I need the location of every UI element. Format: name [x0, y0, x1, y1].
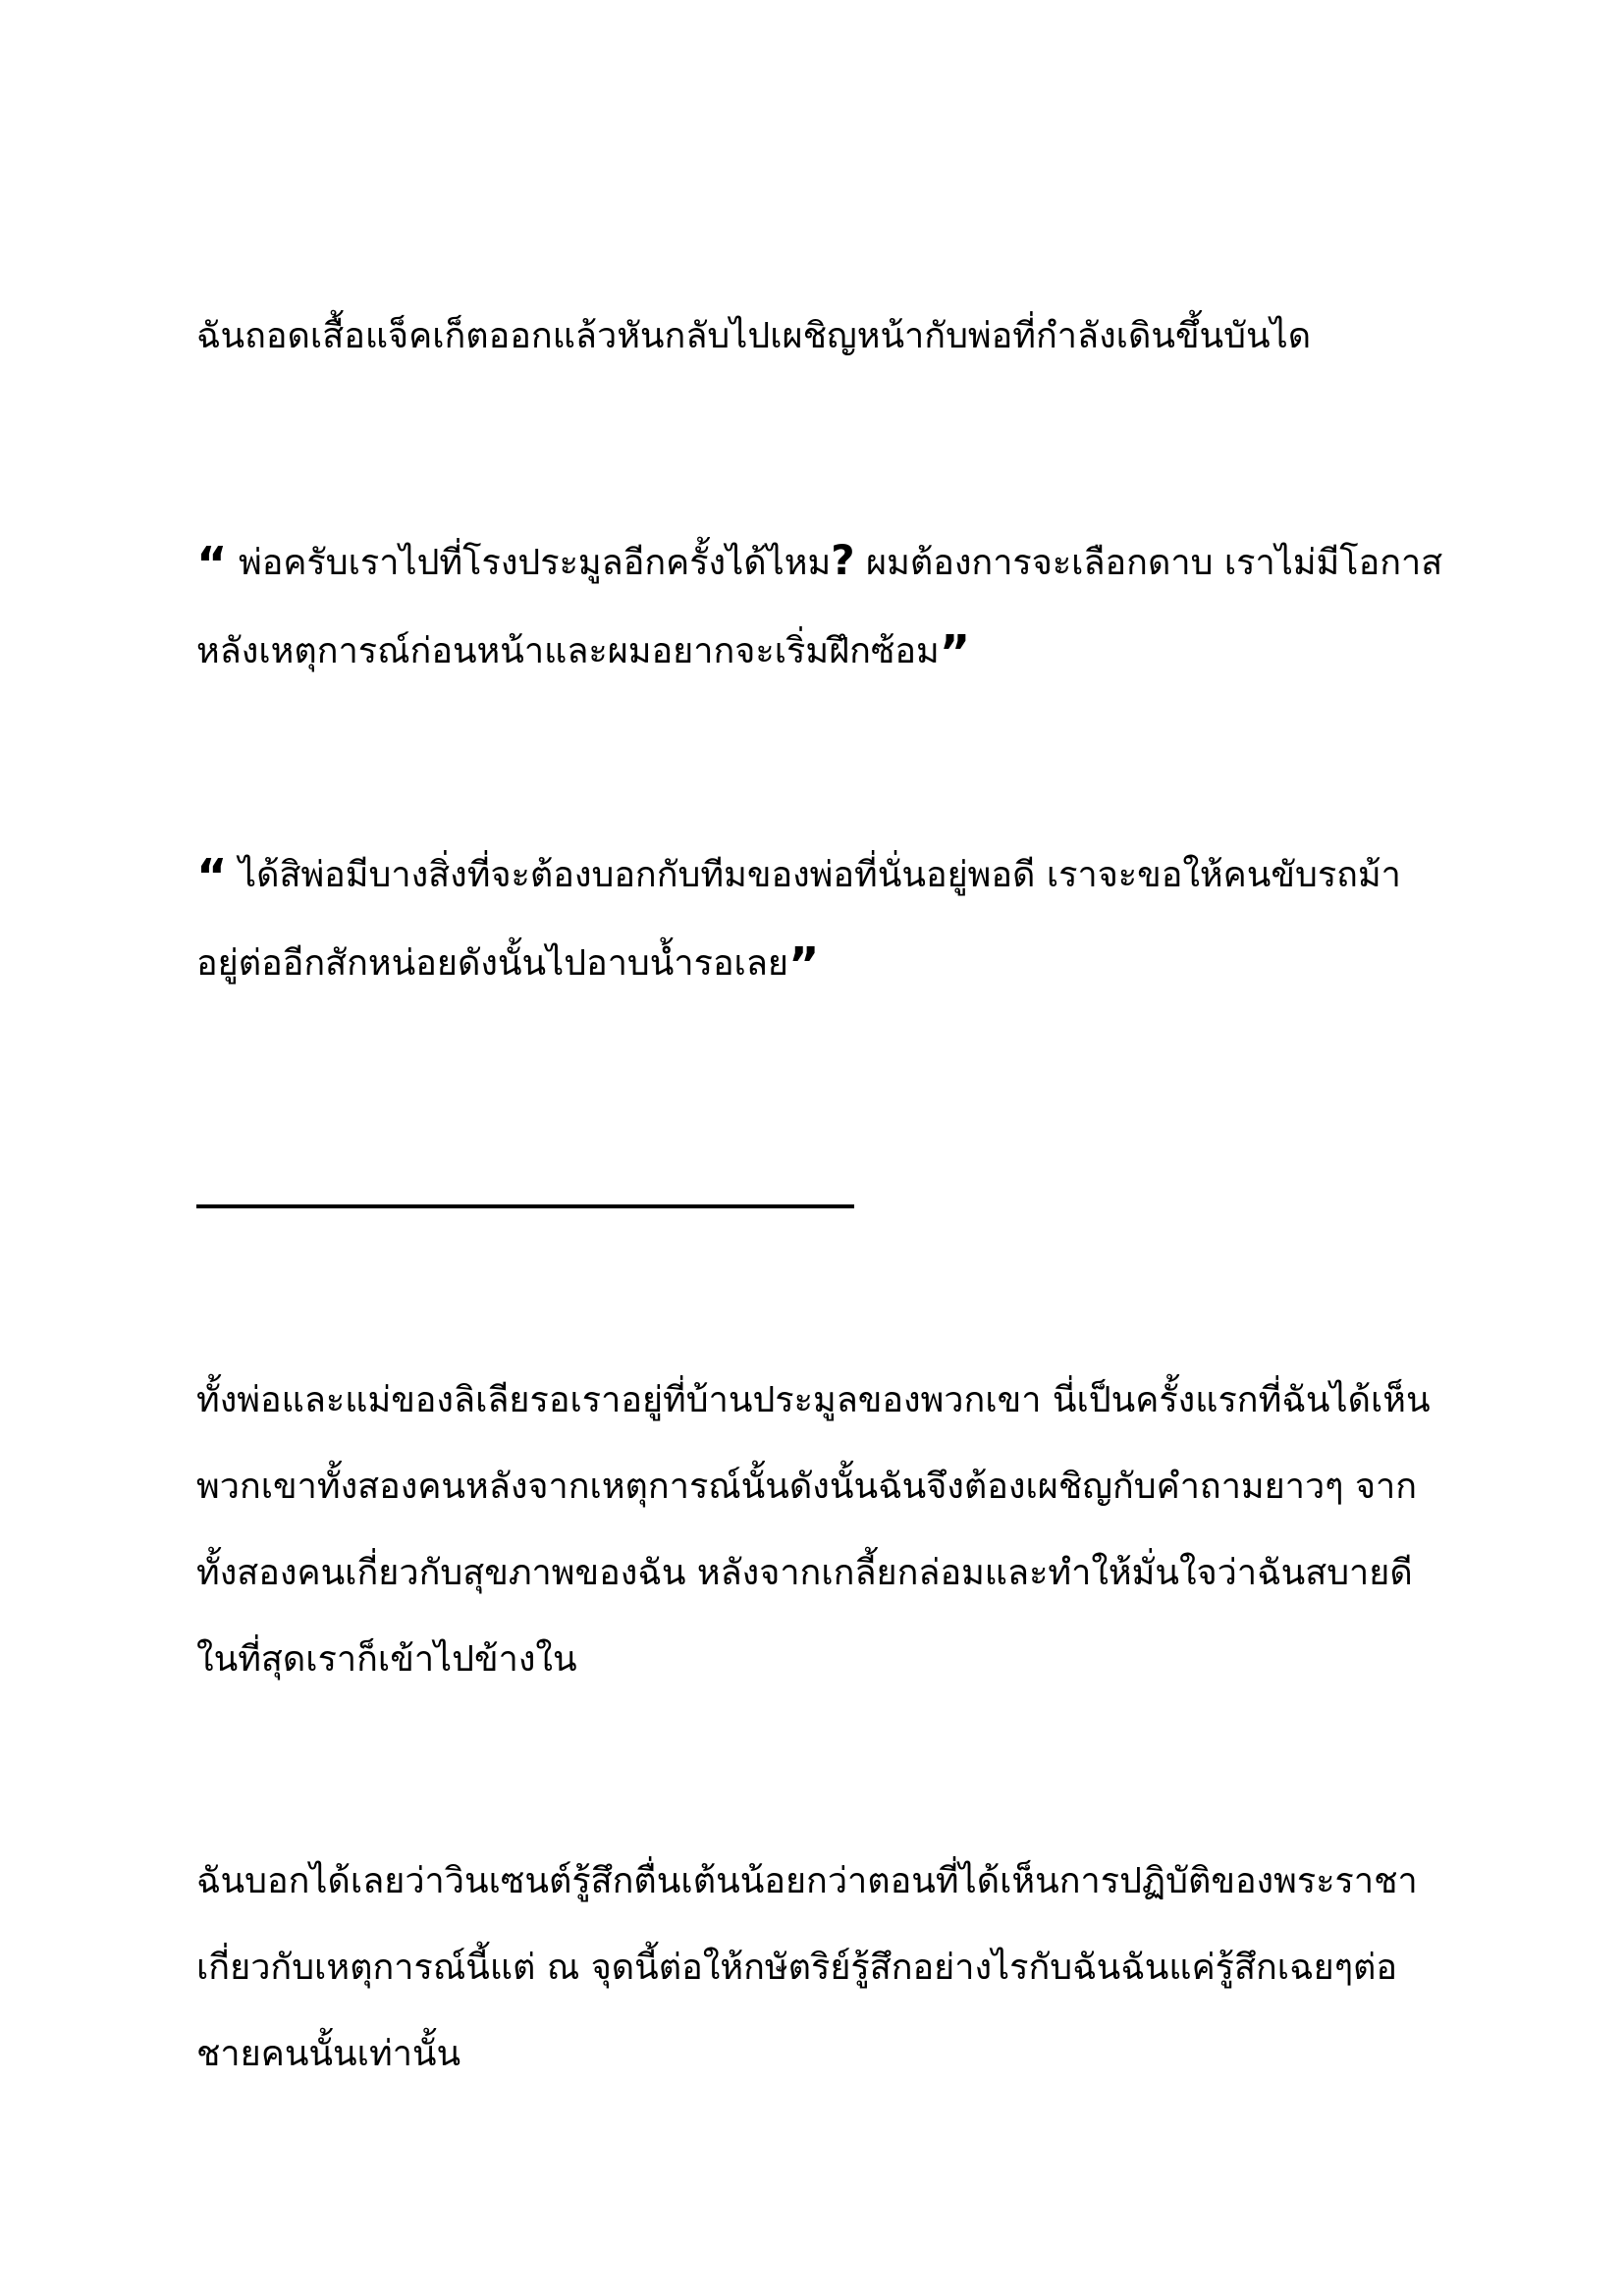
open-quote: “ [196, 849, 228, 904]
paragraph-1-line-1 [196, 310, 1434, 363]
paragraph-4-text: ในที่สุดเราก็เข้าไปข้างใน [196, 1639, 577, 1680]
paragraph-1-text: ฉันถอดเสื้อแจ็คเก็ตออกแล้วหันกลับไปเผชิญหน้ากับพ่อที่กำลังเดินขึ้นบันได [196, 316, 1312, 356]
dialogue-text: หลังเหตุการณ์ก่อนหน้าและผมอยากจะเริ่มฝึกซ้อม [196, 631, 940, 671]
paragraph-4-line-2 [196, 1461, 1434, 1514]
paragraph-2-line-2 [196, 620, 1434, 678]
paragraph-4-text: ทั้งพ่อและแม่ของลิเลียรอเราอยู่ที่บ้านประมูลของพวกเขา นี่เป็นครั้งแรกที่ฉันได้เห็น [196, 1380, 1431, 1420]
dialogue-text: ผมต้องการจะเลือกดาบ เราไม่มีโอกาส [854, 543, 1443, 583]
paragraph-5-line-1 [196, 1855, 1434, 1908]
paragraph-3-line-2 [196, 933, 1434, 990]
close-quote: ” [939, 625, 971, 680]
paragraph-5-text: เกี่ยวกับเหตุการณ์นี้แต่ ณ จุดนี้ต่อให้กษัตริย์รู้สึกอย่างไรกับฉันฉันแค่รู้สึกเฉยๆต่อ [196, 1948, 1398, 1988]
section-divider [196, 1204, 854, 1208]
paragraph-5-line-3 [196, 2028, 1434, 2081]
paragraph-5-text: ฉันบอกได้เลยว่าวินเซนต์รู้สึกตื่นเต้นน้อยกว่าตอนที่ได้เห็นการปฏิบัติของพระราชา [196, 1861, 1418, 1901]
dialogue-text: อยู่ต่ออีกสักหน่อยดังนั้นไปอาบน้ำรอเลย [196, 943, 789, 984]
paragraph-5-line-2 [196, 1942, 1434, 1995]
dialogue-text: ได้สิพ่อมีบางสิ่งที่จะต้องบอกกับทีมของพ่อที่นั่นอยู่พอดี เราจะขอให้คนขับรถม้า [227, 855, 1401, 895]
paragraph-4-line-4 [196, 1633, 1434, 1686]
dialogue-text: พ่อครับเราไปที่โรงประมูลอีกครั้งได้ไหม [227, 543, 832, 583]
paragraph-4-text: พวกเขาทั้งสองคนหลังจากเหตุการณ์นั้นดังนั้นฉันจึงต้องเผชิญกับคำถามยาวๆ จาก [196, 1467, 1418, 1507]
paragraph-3-line-1 [196, 844, 1434, 902]
paragraph-4-line-1 [196, 1374, 1434, 1427]
paragraph-5-text: ชายคนนั้นเท่านั้น [196, 2034, 461, 2074]
paragraph-2-line-1 [196, 532, 1443, 592]
paragraph-4-text: ทั้งสองคนเกี่ยวกับสุขภาพของฉัน หลังจากเกลี้ยกล่อมและทำให้มั่นใจว่าฉันสบายดี [196, 1553, 1413, 1593]
close-quote: ” [788, 937, 820, 992]
question-mark: ? [831, 536, 855, 584]
paragraph-4-line-3 [196, 1547, 1434, 1600]
open-quote: “ [196, 537, 228, 592]
